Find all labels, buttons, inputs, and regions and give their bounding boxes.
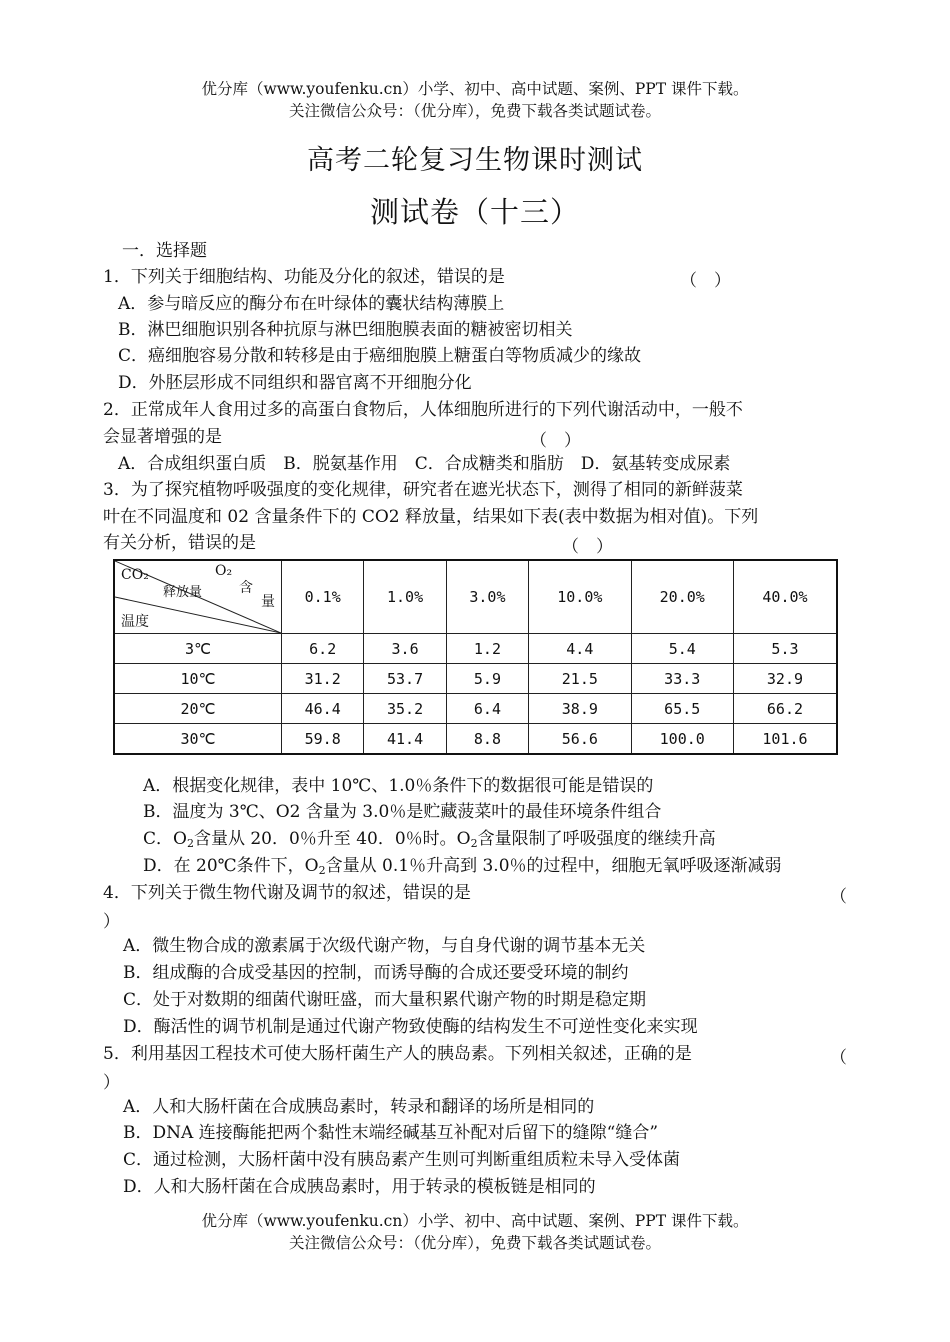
q2-answer-paren: （ ） bbox=[530, 431, 581, 451]
table-row bbox=[114, 664, 837, 694]
page-title: 高考二轮复习生物课时测试 bbox=[307, 145, 643, 176]
q3-d-part-1: D．在 20℃条件下，O bbox=[143, 856, 319, 876]
table-cell: 5.9 bbox=[446, 664, 528, 694]
q3-stem-3: 有关分析，错误的是 bbox=[103, 533, 256, 553]
q2-stem-2: 会显著增强的是 bbox=[103, 427, 222, 447]
corner-o2-label: O₂ bbox=[215, 563, 233, 579]
table-cell: 6.4 bbox=[446, 694, 528, 724]
q3-d-part-2: 含量从 0.1％升高到 3.0％的过程中，细胞无氧呼吸逐渐减弱 bbox=[325, 856, 782, 876]
table-cell: 6.2 bbox=[282, 634, 364, 664]
subscript-2: 2 bbox=[186, 837, 194, 850]
q3-stem-1: 3．为了探究植物呼吸强度的变化规律，研究者在遮光状态下，测得了相同的新鲜菠菜 bbox=[103, 480, 743, 500]
q4-option-d: D．酶活性的调节机制是通过代谢产物致使酶的结构发生不可逆性变化来实现 bbox=[123, 1017, 698, 1037]
row-temp: 20℃ bbox=[114, 694, 282, 724]
q3-c-part-2: 含量从 20．0％升至 40．0％时。O bbox=[193, 829, 471, 849]
table-cell: 53.7 bbox=[364, 664, 446, 694]
q5-option-a: A．人和大肠杆菌在合成胰岛素时，转录和翻译的场所是相同的 bbox=[123, 1097, 595, 1117]
corner-release-label: 释放量 bbox=[163, 585, 203, 600]
table-row bbox=[114, 634, 837, 664]
q5-paren-close: ） bbox=[103, 1073, 120, 1093]
corner-content-label-1: 含 bbox=[239, 580, 253, 596]
table-cell: 31.2 bbox=[282, 664, 364, 694]
q1-option-b: B．淋巴细胞识别各种抗原与淋巴细胞膜表面的糖被密切相关 bbox=[118, 320, 573, 340]
q2-stem-1: 2．正常成年人食用过多的高蛋白食物后，人体细胞所进行的下列代谢活动中，一般不 bbox=[103, 400, 743, 420]
q3-c-part-1: C．O bbox=[143, 829, 187, 849]
table-cell: 35.2 bbox=[364, 694, 446, 724]
table-cell: 4.4 bbox=[529, 634, 631, 664]
q1-stem: 1．下列关于细胞结构、功能及分化的叙述，错误的是 bbox=[103, 267, 505, 287]
table-cell: 5.3 bbox=[733, 634, 837, 664]
q3-c-part-3: 含量限制了呼吸强度的继续升高 bbox=[477, 829, 716, 849]
table-cell: 66.2 bbox=[733, 694, 837, 724]
q3-option-b: B．温度为 3℃、O2 含量为 3.0％是贮藏菠菜叶的最佳环境条件组合 bbox=[143, 802, 662, 822]
table-row bbox=[114, 694, 837, 724]
q4-paren-open: （ bbox=[830, 887, 847, 907]
q5-stem: 5．利用基因工程技术可使大肠杆菌生产人的胰岛素。下列相关叙述，正确的是 bbox=[103, 1044, 692, 1064]
col-header: 0.1% bbox=[282, 560, 364, 634]
q3-stem-2: 叶在不同温度和 02 含量条件下的 CO2 释放量，结果如下表(表中数据为相对值)。下列 bbox=[103, 507, 759, 527]
table-cell: 41.4 bbox=[364, 724, 446, 755]
q3-option-a: A．根据变化规律，表中 10℃、1.0％条件下的数据很可能是错误的 bbox=[143, 776, 654, 796]
footer-line-2: 关注微信公众号：（优分库），免费下载各类试题试卷。 bbox=[288, 1234, 661, 1252]
q1-option-c: C．癌细胞容易分散和转移是由于癌细胞膜上糖蛋白等物质减少的缘故 bbox=[118, 346, 642, 366]
subscript-2: 2 bbox=[470, 837, 478, 850]
table-cell: 65.5 bbox=[631, 694, 733, 724]
footer-line-1: 优分库（www.youfenku.cn）小学、初中、高中试题、案例、PPT 课件下载。 bbox=[201, 1212, 749, 1230]
corner-temp-label: 温度 bbox=[121, 614, 149, 630]
table-cell: 5.4 bbox=[631, 634, 733, 664]
q4-option-c: C．处于对数期的细菌代谢旺盛，而大量积累代谢产物的时期是稳定期 bbox=[123, 990, 647, 1010]
table-row bbox=[114, 724, 837, 755]
section-heading: 一．选择题 bbox=[122, 241, 207, 261]
q1-option-a: A．参与暗反应的酶分布在叶绿体的囊状结构薄膜上 bbox=[118, 294, 505, 314]
table-corner-cell bbox=[114, 560, 282, 634]
q4-option-b: B．组成酶的合成受基因的控制，而诱导酶的合成还要受环境的制约 bbox=[123, 963, 629, 983]
col-header: 1.0% bbox=[364, 560, 446, 634]
col-header: 20.0% bbox=[631, 560, 733, 634]
page-subtitle: 测试卷（十三） bbox=[369, 195, 580, 229]
q4-option-a: A．微生物合成的激素属于次级代谢产物，与自身代谢的调节基本无关 bbox=[123, 936, 646, 956]
table-cell: 3.6 bbox=[364, 634, 446, 664]
q5-option-b: B．DNA 连接酶能把两个黏性末端经碱基互补配对后留下的缝隙“缝合” bbox=[123, 1123, 659, 1143]
header-line-2: 关注微信公众号：（优分库），免费下载各类试题试卷。 bbox=[288, 102, 661, 120]
col-header: 3.0% bbox=[446, 560, 528, 634]
q5-paren-open: （ bbox=[830, 1048, 847, 1068]
header-line-1: 优分库（www.youfenku.cn）小学、初中、高中试题、案例、PPT 课件下载。 bbox=[201, 80, 749, 98]
row-temp: 30℃ bbox=[114, 724, 282, 755]
corner-co2-label: CO₂ bbox=[121, 567, 149, 583]
table-cell: 101.6 bbox=[733, 724, 837, 755]
q4-stem: 4．下列关于微生物代谢及调节的叙述，错误的是 bbox=[103, 883, 471, 903]
row-temp: 10℃ bbox=[114, 664, 282, 694]
q1-answer-paren: （ ） bbox=[680, 271, 731, 291]
table-cell: 1.2 bbox=[446, 634, 528, 664]
table-cell: 56.6 bbox=[529, 724, 631, 755]
q2-options: A．合成组织蛋白质 B．脱氨基作用 C．合成糖类和脂肪 D．氨基转变成尿素 bbox=[118, 454, 731, 474]
q5-option-d: D．人和大肠杆菌在合成胰岛素时，用于转录的模板链是相同的 bbox=[123, 1177, 596, 1197]
table-cell: 38.9 bbox=[529, 694, 631, 724]
table-cell: 46.4 bbox=[282, 694, 364, 724]
table-cell: 21.5 bbox=[529, 664, 631, 694]
table-cell: 59.8 bbox=[282, 724, 364, 755]
table-cell: 33.3 bbox=[631, 664, 733, 694]
table-cell: 32.9 bbox=[733, 664, 837, 694]
col-header: 40.0% bbox=[733, 560, 837, 634]
data-table bbox=[113, 559, 838, 755]
table-cell: 8.8 bbox=[446, 724, 528, 755]
subscript-2: 2 bbox=[318, 864, 326, 877]
q5-option-c: C．通过检测，大肠杆菌中没有胰岛素产生则可判断重组质粒未导入受体菌 bbox=[123, 1150, 681, 1170]
table-cell: 100.0 bbox=[631, 724, 733, 755]
q1-option-d: D．外胚层形成不同组织和器官离不开细胞分化 bbox=[118, 373, 472, 393]
q3-answer-paren: （ ） bbox=[562, 537, 613, 557]
row-temp: 3℃ bbox=[114, 634, 282, 664]
table-header-row bbox=[114, 560, 837, 634]
corner-content-label-2: 量 bbox=[261, 594, 275, 610]
q4-paren-close: ） bbox=[103, 912, 120, 932]
col-header: 10.0% bbox=[529, 560, 631, 634]
